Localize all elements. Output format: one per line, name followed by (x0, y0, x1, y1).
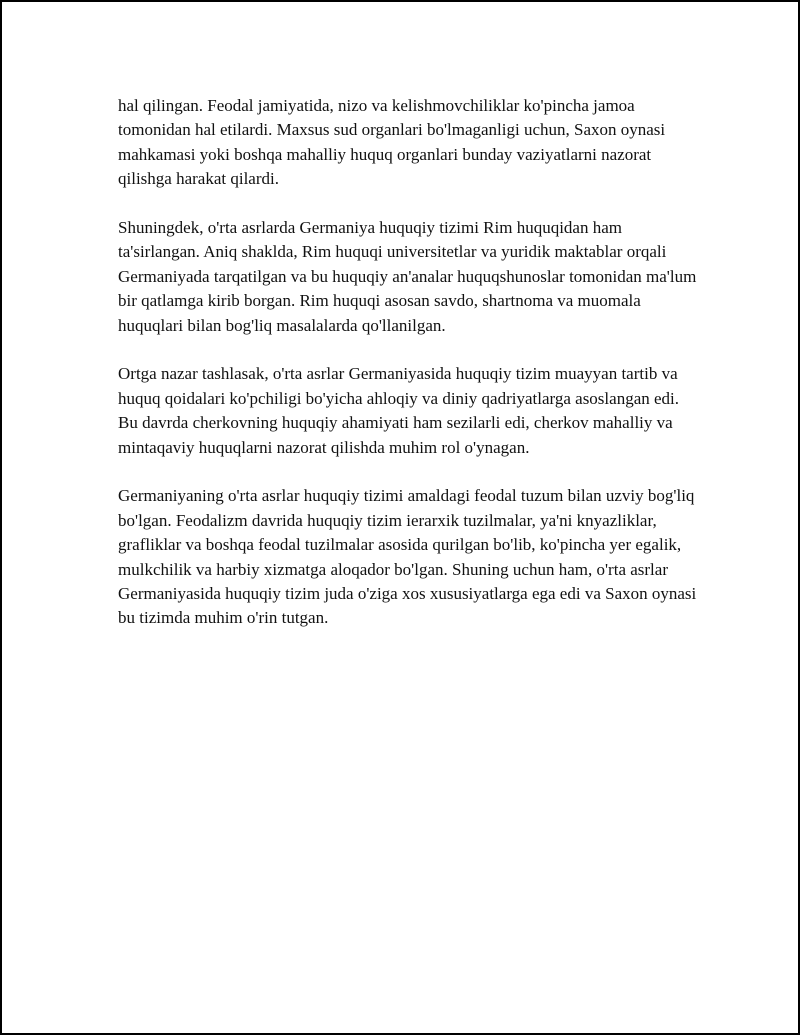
page-body (118, 94, 698, 655)
paragraph-3: Ortga nazar tashlasak, o'rta asrlar Germaniyasida huquqiy tizim muayyan tartib va huquq qoidalari ko'pchiligi bo'yicha ahloqiy va diniy qadriyatlarga asoslangan edi. Bu davrda cherkovning huquqiy ahamiyati ham sezilarli edi, cherkov mahalliy va mintaqaviy huquqlarni nazorat qilishda muhim rol o'ynagan. (118, 364, 680, 457)
paragraph-4: Germaniyaning o'rta asrlar huquqiy tizimi amaldagi feodal tuzum bilan uzviy bog'liq bo'lgan. Feodalizm davrida huquqiy tizim ierarxik tuzilmalar, ya'ni knyazliklar, grafliklar va boshqa feodal tuzilmalar asosida qurilgan bo'lib, ko'pincha yer egalik, mulkchilik va harbiy xizmatga aloqador bo'lgan. Shuning uchun ham, o'rta asrlar Germaniyasida huquqiy tizim juda o'ziga xos xususiyatlarga ega edi va Saxon oynasi bu tizimda muhim o'rin tutgan. (118, 486, 697, 628)
paragraph-2: Shuningdek, o'rta asrlarda Germaniya huquqiy tizimi Rim huquqidan ham ta'sirlangan. Aniq shaklda, Rim huquqi universitetlar va yuridik maktablar orqali Germaniyada tarqatilgan va bu huquqiy an'analar huquqshunoslar tomonidan ma'lum bir qatlamga kirib borgan. Rim huquqi asosan savdo, shartnoma va muomala huquqlari bilan bog'liq masalalarda qo'llanilgan. (118, 218, 697, 335)
paragraph-1: hal qilingan. Feodal jamiyatida, nizo va kelishmovchiliklar ko'pincha jamoa tomonidan hal etilardi. Maxsus sud organlari bo'lmaganligi uchun, Saxon oynasi mahkamasi yoki boshqa mahalliy huquq organlari bunday vaziyatlarni nazorat qilishga harakat qilardi. (118, 96, 666, 189)
